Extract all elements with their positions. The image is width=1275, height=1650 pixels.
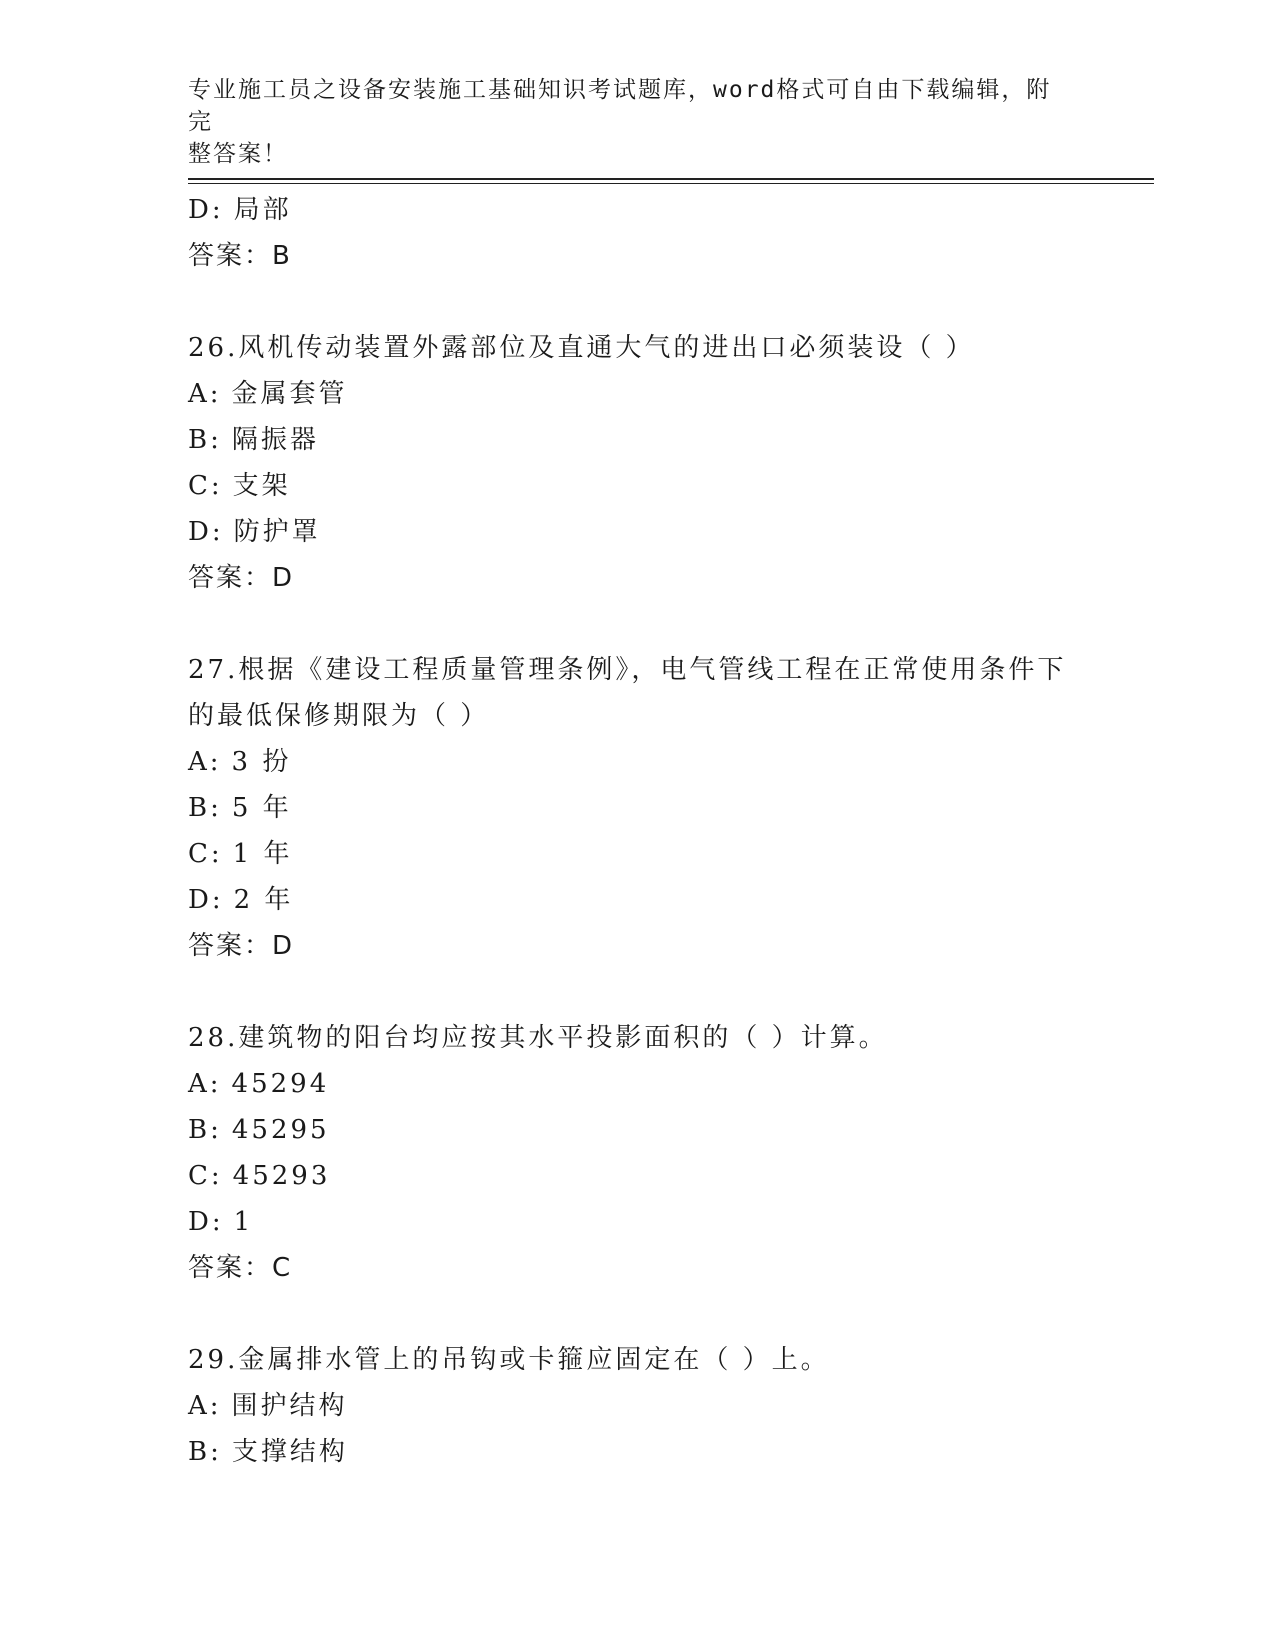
- option-key: A: [188, 747, 210, 777]
- option-text: 1 年: [232, 839, 293, 869]
- option-separator: :: [210, 793, 222, 823]
- spacer: [188, 1291, 1088, 1337]
- option-text: 45293: [232, 1161, 331, 1191]
- question-number: 28.: [188, 1023, 239, 1053]
- question-26: [188, 325, 1088, 601]
- option-text: 45294: [231, 1069, 330, 1099]
- option-separator: :: [211, 517, 224, 547]
- option-key: D: [188, 885, 212, 915]
- document-header: [188, 74, 1068, 170]
- option-line: [188, 785, 1088, 831]
- option-separator: :: [211, 885, 224, 915]
- option-text: 金属套管: [231, 379, 348, 409]
- question-stem: [188, 1337, 1088, 1383]
- option-line: [188, 1153, 1088, 1199]
- option-line: [188, 463, 1088, 509]
- option-key: C: [188, 471, 211, 501]
- header-rule-thin: [188, 183, 1154, 184]
- option-key: A: [188, 1391, 210, 1421]
- question-number: 29.: [188, 1345, 239, 1375]
- question-28: [188, 1015, 1088, 1291]
- answer-line: 答案：D: [188, 563, 295, 593]
- option-text: 3 扮: [231, 747, 292, 777]
- option-line: [188, 371, 1088, 417]
- option-separator: :: [209, 379, 222, 409]
- option-separator: :: [209, 1069, 222, 1099]
- option-separator: :: [210, 1161, 223, 1191]
- option-separator: :: [210, 1115, 222, 1145]
- question-stem-text: 建筑物的阳台均应按其水平投影面积的（ ）计算。: [238, 1023, 888, 1053]
- question-stem-text: 风机传动装置外露部位及直通大气的进出口必须装设（ ）: [238, 333, 975, 363]
- option-text: 2 年: [233, 885, 294, 915]
- spacer: [188, 279, 1088, 325]
- option-line: [188, 831, 1088, 877]
- header-line-1: 专业施工员之设备安装施工基础知识考试题库，word格式可自由下载编辑，附完: [188, 77, 1052, 135]
- option-key: B: [188, 793, 211, 823]
- option-text: 45295: [231, 1115, 330, 1145]
- answer-line: 答案：C: [188, 1253, 293, 1283]
- option-separator: :: [211, 195, 224, 225]
- question-list: [188, 187, 1088, 1475]
- option-separator: :: [210, 839, 223, 869]
- option-separator: :: [209, 1391, 222, 1421]
- question-stem: [188, 1015, 1088, 1061]
- option-line: [188, 417, 1088, 463]
- option-line: [188, 1199, 1088, 1245]
- answer-line: 答案：D: [188, 931, 295, 961]
- option-line: [188, 187, 1088, 233]
- spacer: [188, 969, 1088, 1015]
- option-separator: :: [210, 471, 223, 501]
- option-text: 支撑结构: [231, 1437, 348, 1467]
- question-27: [188, 647, 1088, 969]
- option-separator: :: [209, 747, 222, 777]
- question-stem: [188, 325, 1088, 371]
- option-line: [188, 739, 1088, 785]
- option-separator: :: [210, 1437, 222, 1467]
- question-stem-text: 金属排水管上的吊钩或卡箍应固定在（ ）上。: [238, 1345, 830, 1375]
- option-line: [188, 1383, 1088, 1429]
- option-text: 防护罩: [233, 517, 321, 547]
- header-rule-thick: [188, 178, 1154, 180]
- option-key: B: [188, 1115, 211, 1145]
- question-number: 27.: [188, 655, 239, 685]
- option-line: [188, 1429, 1088, 1475]
- option-line: [188, 509, 1088, 555]
- option-text: 隔振器: [231, 425, 319, 455]
- spacer: [188, 601, 1088, 647]
- option-key: D: [188, 1207, 212, 1237]
- option-separator: :: [210, 425, 222, 455]
- option-key: A: [188, 1069, 210, 1099]
- option-separator: :: [211, 1207, 224, 1237]
- option-text: 5 年: [231, 793, 292, 823]
- question-number: 26.: [188, 333, 239, 363]
- option-text: 局部: [233, 195, 292, 225]
- option-text: 围护结构: [231, 1391, 348, 1421]
- option-text: 支架: [232, 471, 291, 501]
- option-key: D: [188, 195, 212, 225]
- option-line: [188, 1061, 1088, 1107]
- option-key: B: [188, 425, 211, 455]
- option-line: [188, 1107, 1088, 1153]
- option-key: D: [188, 517, 212, 547]
- option-line: [188, 877, 1088, 923]
- question-29: [188, 1337, 1088, 1475]
- header-line-2: 整答案！: [188, 141, 288, 167]
- option-key: B: [188, 1437, 211, 1467]
- option-text: 1: [233, 1207, 254, 1237]
- option-key: C: [188, 839, 211, 869]
- question-stem-text: 根据《建设工程质量管理条例》，电气管线工程在正常使用条件下: [238, 655, 1067, 685]
- option-key: C: [188, 1161, 211, 1191]
- question-stem: [188, 647, 1088, 693]
- question-stem-continuation: 的最低保修期限为（ ）: [188, 701, 490, 731]
- answer-line: 答案：B: [188, 241, 292, 271]
- option-key: A: [188, 379, 210, 409]
